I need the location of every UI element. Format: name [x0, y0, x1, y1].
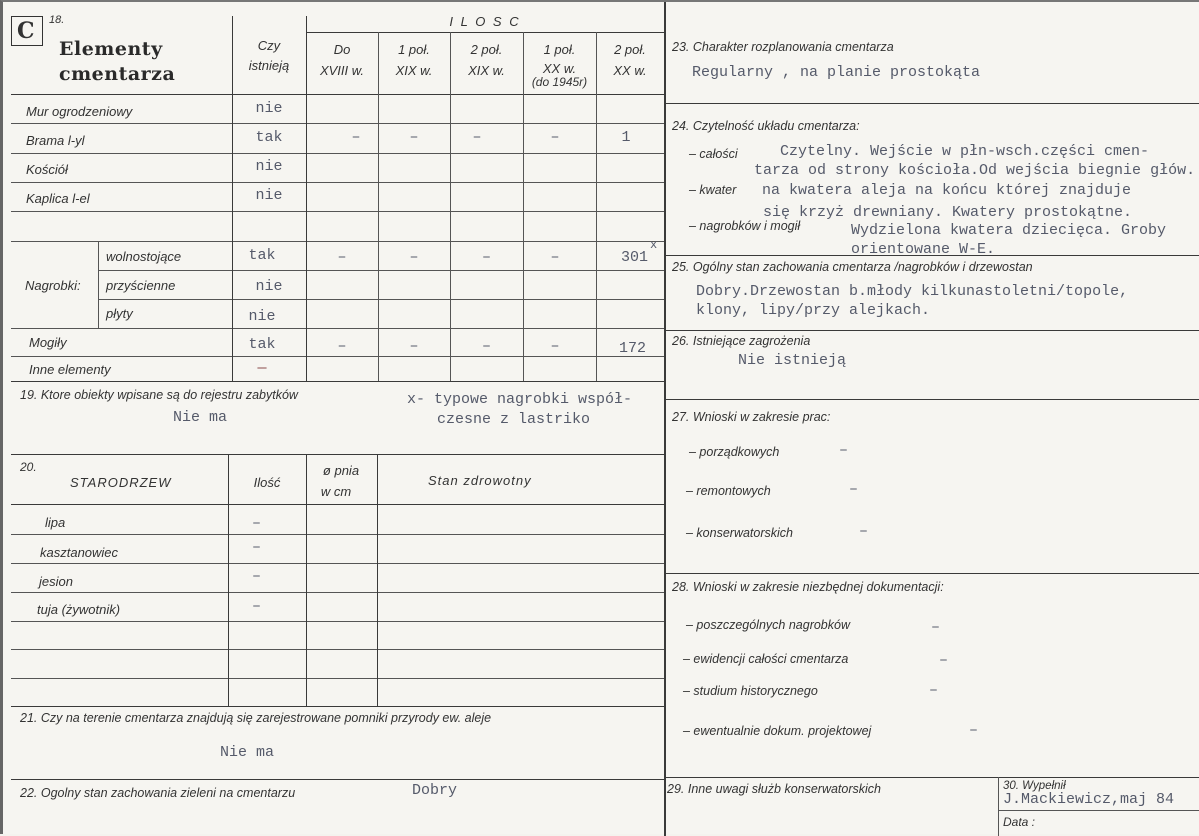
s19-answer: Nie ma: [173, 409, 228, 426]
s24-sub-nagrobkow: – nagrobków i mogił: [689, 219, 801, 233]
s19-note-line2: czesne z lastriko: [437, 411, 591, 428]
s28-val-ewidencji: –: [939, 652, 949, 669]
s22-label: 22. Ogolny stan zachowania zieleni na cmentarzu: [20, 786, 296, 800]
row-exists-brama: tak: [255, 129, 283, 146]
col-header-2pol-xix: 2 poł.: [470, 42, 503, 57]
s24-label: 24. Czytelność układu cmentarza:: [672, 119, 860, 133]
tree-qty-tuja: –: [252, 598, 262, 615]
tree-qty-jesion: –: [252, 568, 262, 585]
col-header-ilosc: I L O S C: [449, 14, 521, 29]
s26-label: 26. Istniejące zagrożenia: [672, 334, 811, 348]
section-title-line2: cmentarza: [59, 63, 176, 85]
row-label-kosciol: Kościół: [26, 162, 68, 177]
tree-qty-kasztanowiec: –: [252, 539, 262, 556]
row-val-wolno-1: –: [337, 249, 347, 266]
col-header-1pol-xx: 1 poł.: [543, 42, 576, 57]
s24-sub-kwater: – kwater: [689, 183, 737, 197]
s28-val-projektowej: –: [969, 722, 979, 739]
section-number: 18.: [49, 14, 65, 26]
s28-val-nagrobkow: –: [931, 619, 941, 636]
s22-answer: Dobry: [412, 782, 458, 799]
s26-answer: Nie istnieją: [738, 352, 847, 369]
s27-item-konserwatorskich: – konserwatorskich: [686, 526, 793, 540]
row-label-mur: Mur ogrodzeniowy: [26, 104, 133, 119]
nagrobki-label: Nagrobki:: [25, 278, 81, 293]
row-exists-przyscienne: nie: [255, 278, 283, 295]
row-exists-kaplica: nie: [255, 187, 283, 204]
row-val-mogily-1: –: [337, 338, 347, 355]
row-val-mogily-2: –: [409, 338, 419, 355]
s20-col-starodrzew: STARODRZEW: [70, 475, 172, 490]
s21-answer: Nie ma: [220, 744, 275, 761]
s30-label: 30. Wypełnił: [1003, 780, 1066, 792]
col-header-xx-a: XX w.: [542, 61, 577, 76]
row-val-brama-1: –: [351, 129, 361, 146]
row-val-wolno-mark: x: [650, 238, 658, 252]
col-header-istnieje: istnieją: [248, 58, 290, 73]
row-exists-wolnostojace: tak: [248, 247, 276, 264]
s25-text-line2: klony, lipy/przy alejkach.: [696, 302, 931, 319]
s27-val-porzadkowych: –: [839, 442, 849, 459]
col-header-xix-b: XIX w.: [468, 63, 505, 78]
s28-item-ewidencji: – ewidencji całości cmentarza: [683, 652, 849, 666]
row-val-wolno-3: –: [481, 249, 491, 266]
row-label-inne: Inne elementy: [29, 362, 111, 377]
s29-label: 29. Inne uwagi służb konserwatorskich: [667, 782, 882, 796]
tree-name-tuja: tuja (żywotnik): [37, 602, 121, 617]
row-exists-kosciol: nie: [255, 158, 283, 175]
s24-text-line3: na kwatera aleja na końcu której znajduje: [762, 182, 1132, 199]
row-val-brama-4: –: [550, 129, 560, 146]
s27-item-remontowych: – remontowych: [686, 484, 771, 498]
row-exists-mur: nie: [255, 100, 283, 117]
s24-text-line2: tarza od strony kościoła.Od wejścia biegnie głów.: [754, 162, 1196, 179]
s28-item-projektowej: – ewentualnie dokum. projektowej: [683, 724, 872, 738]
s30-date-label: Data :: [1003, 815, 1036, 829]
row-val-wolno-2: –: [409, 249, 419, 266]
s21-label: 21. Czy na terenie cmentarza znajdują się zarejestrowane pomniki przyrody ew. aleje: [20, 711, 492, 725]
row-exists-inne: —: [257, 360, 267, 377]
col-header-do: Do: [333, 42, 351, 57]
row-val-mogily-5: 172: [619, 340, 647, 357]
col-header-xx-b: XX w.: [613, 63, 647, 78]
section-title-line1: Elementy: [59, 38, 163, 60]
row-label-kaplica: Kaplica l-el: [26, 191, 90, 206]
row-val-mogily-3: –: [481, 338, 491, 355]
tree-qty-lipa: –: [252, 515, 262, 532]
s24-text-line4: się krzyż drewniany. Kwatery prostokątne.: [763, 204, 1133, 221]
row-val-wolno-4: –: [550, 249, 560, 266]
s20-col-ilosc: Ilość: [253, 475, 281, 490]
s20-col-wcm: w cm: [320, 484, 352, 499]
s24-text-line6: orientowane W-E.: [851, 241, 996, 258]
s28-item-studium: – studium historycznego: [683, 684, 818, 698]
tree-name-kasztanowiec: kasztanowiec: [40, 545, 119, 560]
col-header-czy: Czy: [257, 38, 281, 53]
s27-val-konserwatorskich: –: [859, 523, 869, 540]
s24-sub-calosci: – całości: [689, 147, 738, 161]
s27-label: 27. Wnioski w zakresie prac:: [672, 410, 831, 424]
row-label-brama: Brama l-yl: [26, 133, 85, 148]
row-val-wolno-5: 301: [621, 249, 649, 266]
s20-col-pnia: ø pnia: [322, 463, 360, 478]
row-val-brama-2: –: [409, 129, 419, 146]
col-header-1pol-xix: 1 poł.: [398, 42, 430, 57]
col-header-do1945: (do 1945r): [531, 75, 588, 89]
s28-item-nagrobkow: – poszczególnych nagrobków: [686, 618, 850, 632]
row-exists-mogily: tak: [248, 336, 276, 353]
row-label-wolnostojace: wolnostojące: [106, 249, 182, 264]
row-label-plyty: płyty: [106, 306, 133, 321]
s25-text-line1: Dobry.Drzewostan b.młody kilkunastoletni/topole,: [696, 283, 1129, 300]
s27-val-remontowych: –: [849, 481, 859, 498]
s24-text-line5: Wydzielona kwatera dziecięca. Groby: [851, 222, 1167, 239]
s20-col-stan: Stan zdrowotny: [428, 473, 532, 488]
s25-label: 25. Ogólny stan zachowania cmentarza /nagrobków i drzewostan: [672, 260, 1033, 274]
col-header-xviii: XVIII w.: [319, 63, 365, 78]
s30-answer: J.Mackiewicz,maj 84: [1003, 791, 1175, 808]
col-header-xix-a: XIX w.: [395, 63, 433, 78]
col-header-2pol-xx: 2 poł.: [614, 42, 646, 57]
s24-text-line1: Czytelny. Wejście w płn-wsch.części cmen-: [780, 143, 1150, 160]
row-label-mogily: Mogiły: [29, 335, 67, 350]
s20-number: 20.: [20, 460, 37, 474]
row-val-brama-3: –: [472, 129, 482, 146]
row-val-brama-5: 1: [621, 129, 631, 146]
s19-label: 19. Ktore obiekty wpisane są do rejestru zabytków: [20, 388, 298, 402]
row-exists-plyty: nie: [248, 308, 276, 325]
s27-item-porzadkowych: – porządkowych: [689, 445, 780, 459]
s28-label: 28. Wnioski w zakresie niezbędnej dokumentacji:: [672, 580, 944, 594]
s23-label: 23. Charakter rozplanowania cmentarza: [672, 40, 894, 54]
tree-name-jesion: jesion: [39, 574, 73, 589]
section-letter: C: [17, 18, 35, 44]
s28-val-studium: –: [929, 682, 939, 699]
s19-note-line1: x- typowe nagrobki współ-: [407, 391, 633, 408]
tree-name-lipa: lipa: [45, 515, 66, 530]
row-label-przyscienne: przyścienne: [106, 278, 176, 293]
s23-answer: Regularny , na planie prostokąta: [692, 64, 981, 81]
row-val-mogily-4: –: [550, 338, 560, 355]
